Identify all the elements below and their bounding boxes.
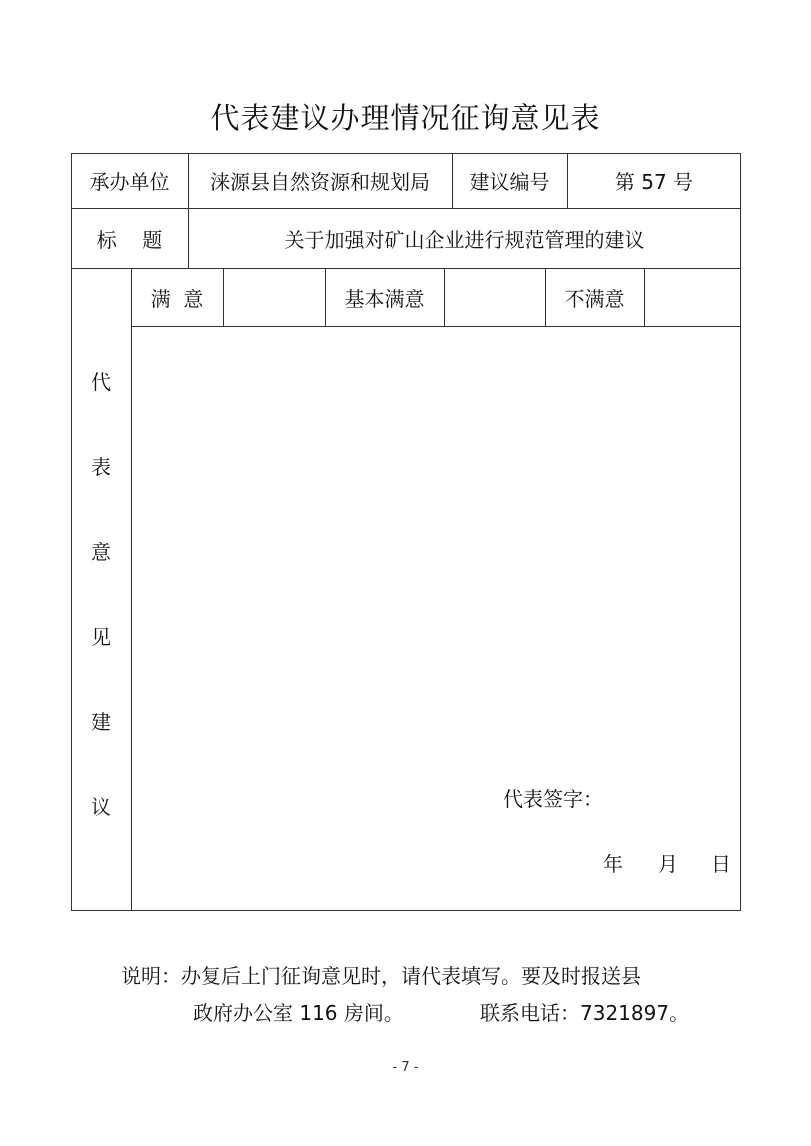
side-label-char: 见	[91, 625, 111, 649]
opinion-text-area[interactable]	[132, 327, 740, 779]
note-line-1: 说明：办复后上门征询意见时，请代表填写。要及时报送县	[121, 964, 641, 988]
subject-value: 关于加强对矿山企业进行规范管理的建议	[284, 227, 645, 252]
unit-label: 承办单位	[89, 170, 170, 194]
satisfied-label	[131, 268, 223, 326]
unit-value: 涞源县自然资源和规划局	[210, 170, 430, 194]
unsatisfied-label: 不满意	[564, 286, 625, 311]
number-value: 第 57 号	[614, 170, 694, 194]
satisfied-label-text: 满 意	[150, 286, 204, 311]
subject-label-text: 标 题	[96, 227, 163, 252]
date-day: 日	[711, 852, 731, 876]
side-label-char: 议	[91, 795, 111, 819]
basically-satisfied-label: 基本满意	[344, 286, 425, 311]
signature-label: 代表签字：	[503, 787, 603, 811]
note-line-2-right: 联系电话：7321897。	[480, 1001, 690, 1025]
side-label-char: 建	[91, 710, 111, 734]
unsatisfied-checkbox-cell[interactable]	[644, 268, 741, 326]
side-label-char: 意	[91, 540, 111, 564]
date-month: 月	[658, 852, 678, 876]
satisfied-checkbox-cell[interactable]	[223, 268, 325, 326]
side-label-char: 表	[91, 455, 111, 479]
basically-satisfied-checkbox-cell[interactable]	[444, 268, 545, 326]
note-line-2-left: 政府办公室 116 房间。	[193, 1001, 404, 1025]
date-year: 年	[603, 852, 623, 876]
side-label-char: 代	[91, 370, 111, 394]
page-number: - 7 -	[392, 1060, 419, 1075]
subject-label	[71, 208, 188, 268]
document-title: 代表建议办理情况征询意见表	[210, 101, 601, 135]
number-label: 建议编号	[469, 170, 550, 194]
